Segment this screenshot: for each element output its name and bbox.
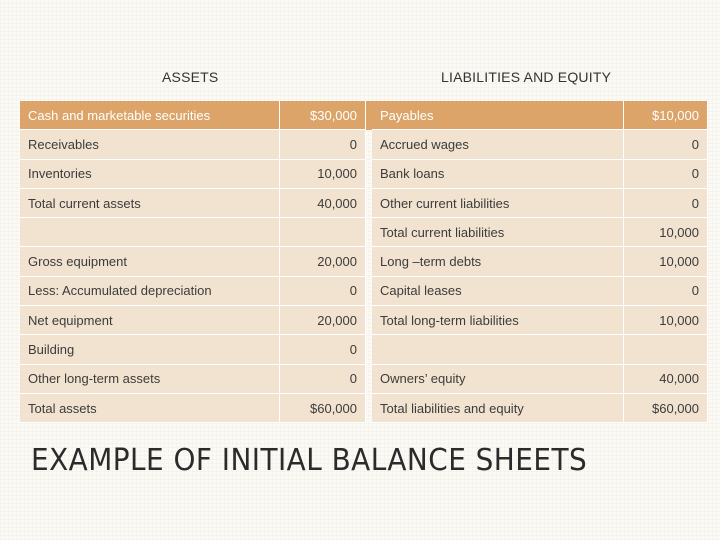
balance-sheet-table [20, 101, 708, 423]
asset-value: $30,000 [280, 101, 366, 130]
liability-label: Payables [372, 101, 624, 130]
liability-label [372, 335, 624, 364]
asset-label: Net equipment [20, 306, 280, 335]
liability-label: Owners’ equity [372, 365, 624, 394]
asset-value [280, 218, 366, 247]
liability-value: 0 [624, 160, 708, 189]
liability-value: 0 [624, 130, 708, 159]
asset-value: 0 [280, 335, 366, 364]
liability-value: 0 [624, 277, 708, 306]
asset-label: Gross equipment [20, 247, 280, 276]
asset-value: 0 [280, 365, 366, 394]
asset-label: Total assets [20, 394, 280, 423]
liability-label: Bank loans [372, 160, 624, 189]
liability-label: Accrued wages [372, 130, 624, 159]
asset-value: 10,000 [280, 160, 366, 189]
asset-label: Receivables [20, 130, 280, 159]
liability-value [624, 335, 708, 364]
asset-value: 20,000 [280, 306, 366, 335]
liability-value: 0 [624, 189, 708, 218]
table-row [20, 130, 708, 159]
asset-label [20, 218, 280, 247]
asset-label: Other long-term assets [20, 365, 280, 394]
assets-header: ASSETS [162, 69, 219, 85]
liabilities-header: LIABILITIES AND EQUITY [441, 69, 612, 85]
liability-value: 10,000 [624, 218, 708, 247]
liability-label: Capital leases [372, 277, 624, 306]
liability-value: $10,000 [624, 101, 708, 130]
table-row [20, 365, 708, 394]
asset-value: 0 [280, 277, 366, 306]
asset-value: 20,000 [280, 247, 366, 276]
liability-value: $60,000 [624, 394, 708, 423]
table-row [20, 247, 708, 276]
liability-label: Total liabilities and equity [372, 394, 624, 423]
liability-label: Total long-term liabilities [372, 306, 624, 335]
asset-label: Cash and marketable securities [20, 101, 280, 130]
asset-value: 40,000 [280, 189, 366, 218]
liability-label: Total current liabilities [372, 218, 624, 247]
asset-label: Building [20, 335, 280, 364]
liability-value: 10,000 [624, 247, 708, 276]
asset-value: 0 [280, 130, 366, 159]
asset-label: Inventories [20, 160, 280, 189]
table-row [20, 306, 708, 335]
table-row [20, 189, 708, 218]
table-row [20, 335, 708, 364]
table-row [20, 160, 708, 189]
liability-value: 40,000 [624, 365, 708, 394]
table-row [20, 101, 708, 130]
table-row [20, 394, 708, 423]
liability-value: 10,000 [624, 306, 708, 335]
table-row [20, 218, 708, 247]
asset-label: Less: Accumulated depreciation [20, 277, 280, 306]
slide-title: EXAMPLE OF INITIAL BALANCE SHEETS [31, 443, 588, 478]
liability-label: Long –term debts [372, 247, 624, 276]
table-row [20, 277, 708, 306]
asset-value: $60,000 [280, 394, 366, 423]
liability-label: Other current liabilities [372, 189, 624, 218]
asset-label: Total current assets [20, 189, 280, 218]
